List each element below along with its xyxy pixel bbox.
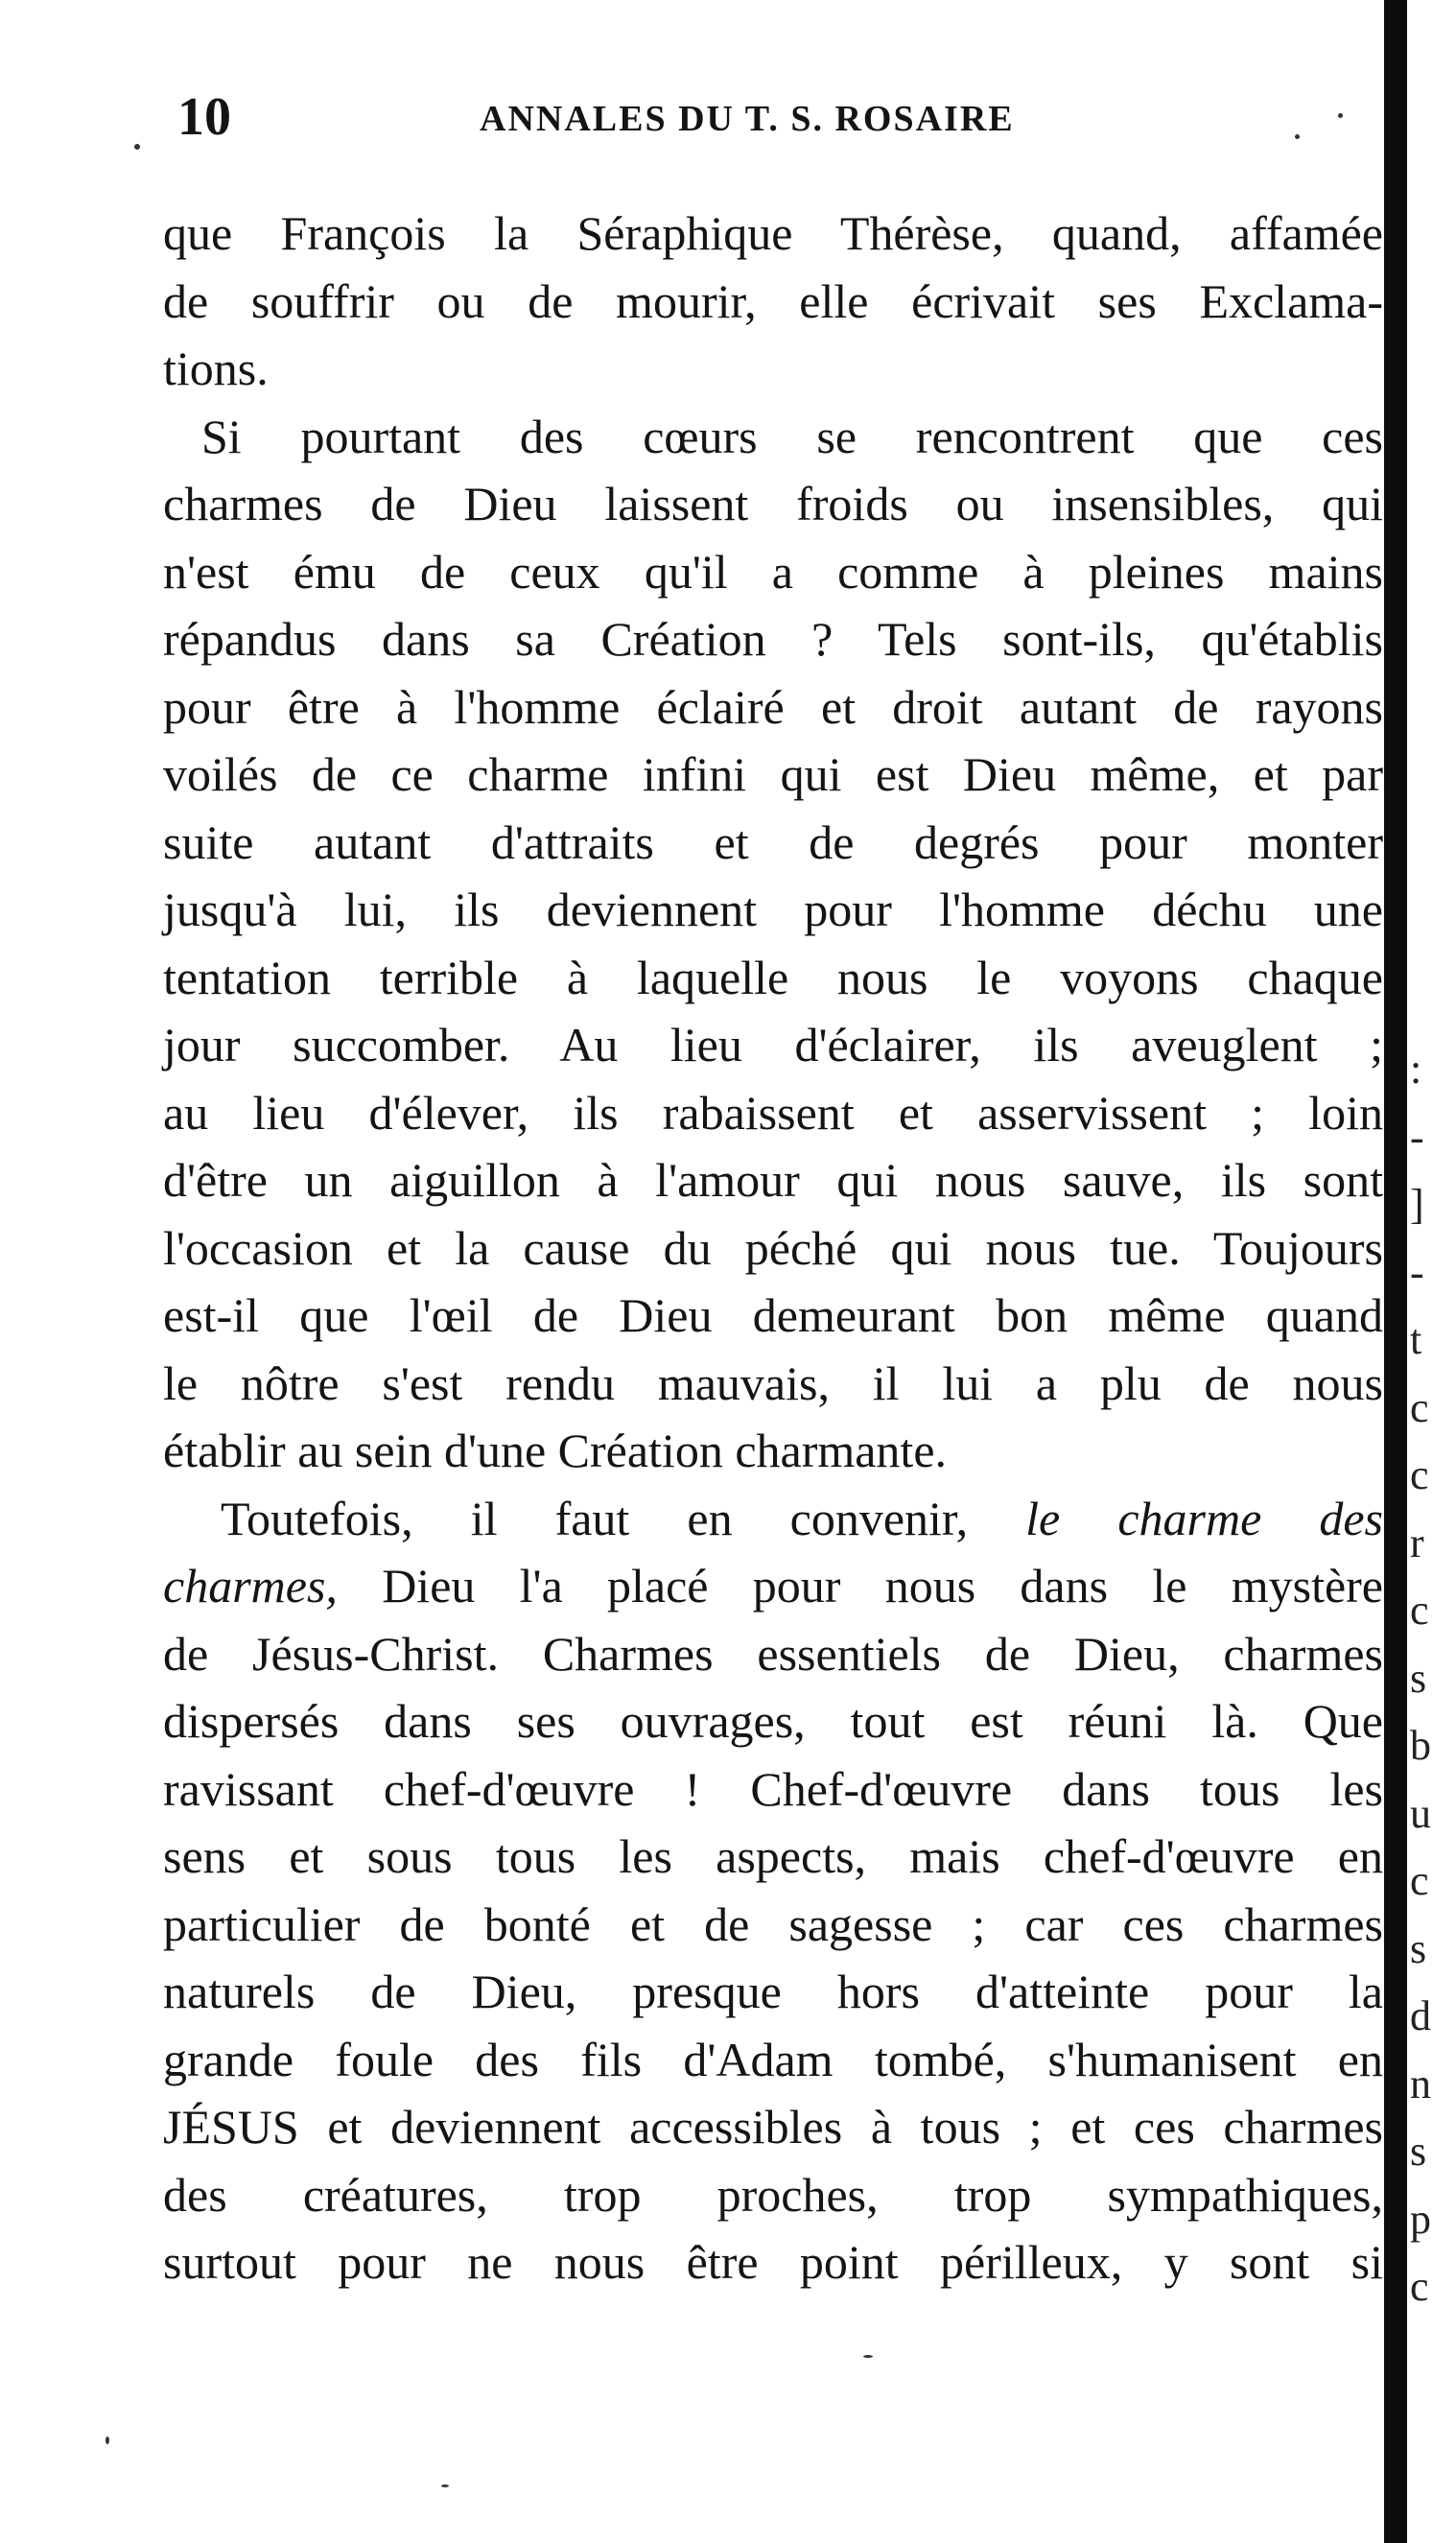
italic-phrase: charmes, [163, 1559, 338, 1613]
text-line: particulier de bonté et de sagesse ; car ces charmes [163, 1896, 1383, 1951]
text-line: tions. [163, 341, 269, 395]
text-line: n'est ému de ceux qu'il a comme à pleines mains [163, 544, 1383, 599]
text-line: suite autant d'attraits et de degrés pour monter [163, 814, 1383, 869]
body-text [163, 200, 1383, 2296]
text-line: répandus dans sa Création ? Tels sont-ils, qu'établis [163, 612, 1383, 666]
print-speck [106, 2437, 109, 2444]
page-header [0, 86, 1391, 163]
text-line: jusqu'à lui, ils deviennent pour l'homme déchu une [163, 883, 1383, 936]
adjacent-page-edge [1410, 1036, 1456, 2321]
text-line: des créatures, trop proches, trop sympathiques, [163, 2167, 1383, 2222]
adjacent-page-fragment: c [1410, 1451, 1429, 1498]
italic-phrase: le charme des [1025, 1491, 1383, 1545]
adjacent-page-fragment: s [1410, 2128, 1427, 2175]
print-speck [441, 2484, 449, 2487]
text-line: pour être à l'homme éclairé et droit autant de rayons [163, 679, 1383, 734]
line-prefix: Toutefois, il faut en convenir, [221, 1491, 1026, 1545]
text-line: de souffrir ou de mourir, elle écrivait ses Exclama- [163, 273, 1383, 328]
adjacent-page-fragment: - [1410, 1248, 1424, 1296]
text-line: jour succomber. Au lieu d'éclairer, ils aveuglent ; [163, 1018, 1383, 1071]
adjacent-page-fragment: p [1410, 2195, 1431, 2243]
text-line: sens et sous tous les aspects, mais chef-d'œuvre en [163, 1829, 1383, 1883]
text-line: que François la Séraphique Thérèse, quand, affamée [163, 206, 1383, 260]
running-title: ANNALES DU T. S. ROSAIRE [480, 99, 1015, 139]
adjacent-page-fragment: r [1410, 1519, 1424, 1566]
text-line: grande foule des fils d'Adam tombé, s'humanisent en [163, 2032, 1383, 2086]
text-line: surtout pour ne nous être point périlleux, y sont si [163, 2235, 1383, 2289]
text-line: tentation terrible à laquelle nous le voyons chaque [163, 950, 1383, 1004]
text-line: au lieu d'élever, ils rabaissent et asservissent ; loin [163, 1085, 1383, 1140]
text-line: d'être un aiguillon à l'amour qui nous sauve, ils sont [163, 1153, 1383, 1207]
text-line [163, 1552, 1383, 1620]
text-line: est-il que l'œil de Dieu demeurant bon même quand [163, 1288, 1383, 1342]
print-speck [863, 2355, 873, 2358]
adjacent-page-fragment: c [1410, 1857, 1429, 1904]
adjacent-page-fragment: s [1410, 1924, 1427, 1972]
text-line: voilés de ce charme infini qui est Dieu même, et par [163, 747, 1383, 801]
adjacent-page-fragment: c [1410, 1383, 1429, 1431]
adjacent-page-fragment: n [1410, 2060, 1431, 2107]
print-speck [1295, 134, 1300, 139]
text-line: dispersés dans ses ouvrages, tout est réuni là. Que [163, 1694, 1383, 1748]
text-line: établir au sein d'une Création charmante. [163, 1424, 948, 1477]
adjacent-page-fragment: b [1410, 1722, 1431, 1769]
text-line: de Jésus-Christ. Charmes essentiels de Dieu, charmes [163, 1626, 1383, 1681]
binding-gutter [1384, 0, 1407, 2543]
adjacent-page-fragment: - [1410, 1113, 1424, 1161]
text-line: l'occasion et la cause du péché qui nous tue. Toujours [163, 1220, 1383, 1275]
adjacent-page-fragment: u [1410, 1789, 1431, 1837]
adjacent-page-fragment: : [1410, 1046, 1422, 1093]
line-suffix: Dieu l'a placé pour nous dans le mystère [337, 1559, 1383, 1613]
adjacent-page-fragment: t [1410, 1316, 1422, 1363]
paragraph-start-line [163, 1485, 1383, 1553]
adjacent-page-fragment: c [1410, 2263, 1429, 2310]
page-number: 10 [177, 87, 231, 147]
text-line: naturels de Dieu, presque hors d'atteinte pour la [163, 1965, 1383, 2018]
text-line: ravissant chef-d'œuvre ! Chef-d'œuvre dans tous les [163, 1761, 1383, 1816]
print-speck [1338, 113, 1343, 118]
text-line: JÉSUS et deviennent accessibles à tous ; et ces charmes [163, 2100, 1383, 2154]
adjacent-page-fragment: d [1410, 1992, 1431, 2039]
paragraph-start-line: Si pourtant des cœurs se rencontrent que ces [201, 409, 1383, 463]
adjacent-page-fragment: ] [1410, 1181, 1424, 1228]
text-line: le nôtre s'est rendu mauvais, il lui a plu de nous [163, 1355, 1383, 1410]
text-line: charmes de Dieu laissent froids ou insensibles, qui [163, 477, 1383, 530]
print-speck [134, 144, 140, 150]
adjacent-page-fragment: c [1410, 1587, 1429, 1634]
adjacent-page-fragment: s [1410, 1654, 1427, 1702]
